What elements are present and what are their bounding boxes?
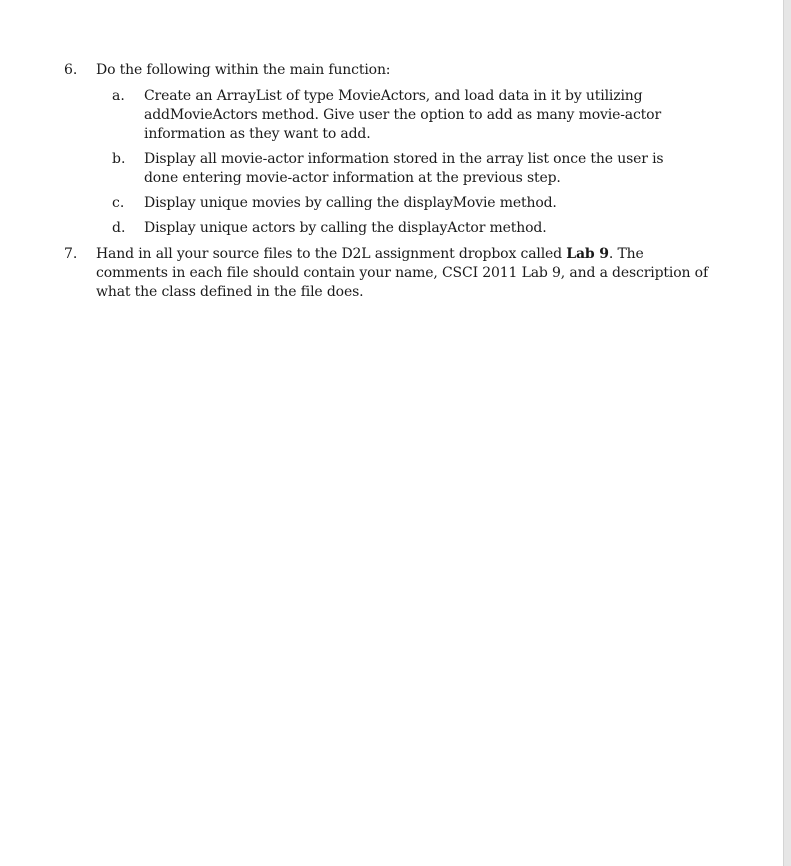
item-line: what the class defined in the file does.	[96, 284, 364, 300]
subitem-line: Display unique actors by calling the displayActor method.	[144, 220, 547, 236]
subitem-line: done entering movie-actor information at the previous step.	[144, 170, 561, 186]
item-line	[96, 245, 708, 264]
item-number: 6.	[64, 62, 78, 78]
subitem-text	[144, 150, 663, 188]
subitem-line: Create an ArrayList of type MovieActors, and load data in it by utilizing	[144, 88, 643, 104]
item-line-text: Hand in all your source files to the D2L assignment dropbox called	[96, 246, 567, 262]
subitem-letter: a.	[112, 88, 125, 104]
item-text	[96, 245, 708, 302]
subitem-line: Display all movie-actor information stored in the array list once the user is	[144, 151, 664, 167]
subitem-text	[144, 87, 661, 144]
item-number: 7.	[64, 246, 78, 262]
subitem-text	[144, 219, 547, 238]
subitem-letter: d.	[112, 220, 126, 236]
item-line: comments in each file should contain your name, CSCI 2011 Lab 9, and a description of	[96, 265, 708, 281]
subitem-text	[144, 194, 557, 213]
subitem-line: Display unique movies by calling the displayMovie method.	[144, 195, 557, 211]
subitem-line: addMovieActors method. Give user the option to add as many movie-actor	[144, 107, 661, 123]
subitem-letter: c.	[112, 195, 125, 211]
subitem-letter: b.	[112, 151, 126, 167]
lab-name-bold: Lab 9	[566, 246, 609, 262]
window-scrollbar[interactable]	[783, 0, 791, 866]
subitem-line: information as they want to add.	[144, 126, 371, 142]
item-text: Do the following within the main function:	[96, 62, 391, 78]
item-line-text: . The	[608, 246, 644, 262]
